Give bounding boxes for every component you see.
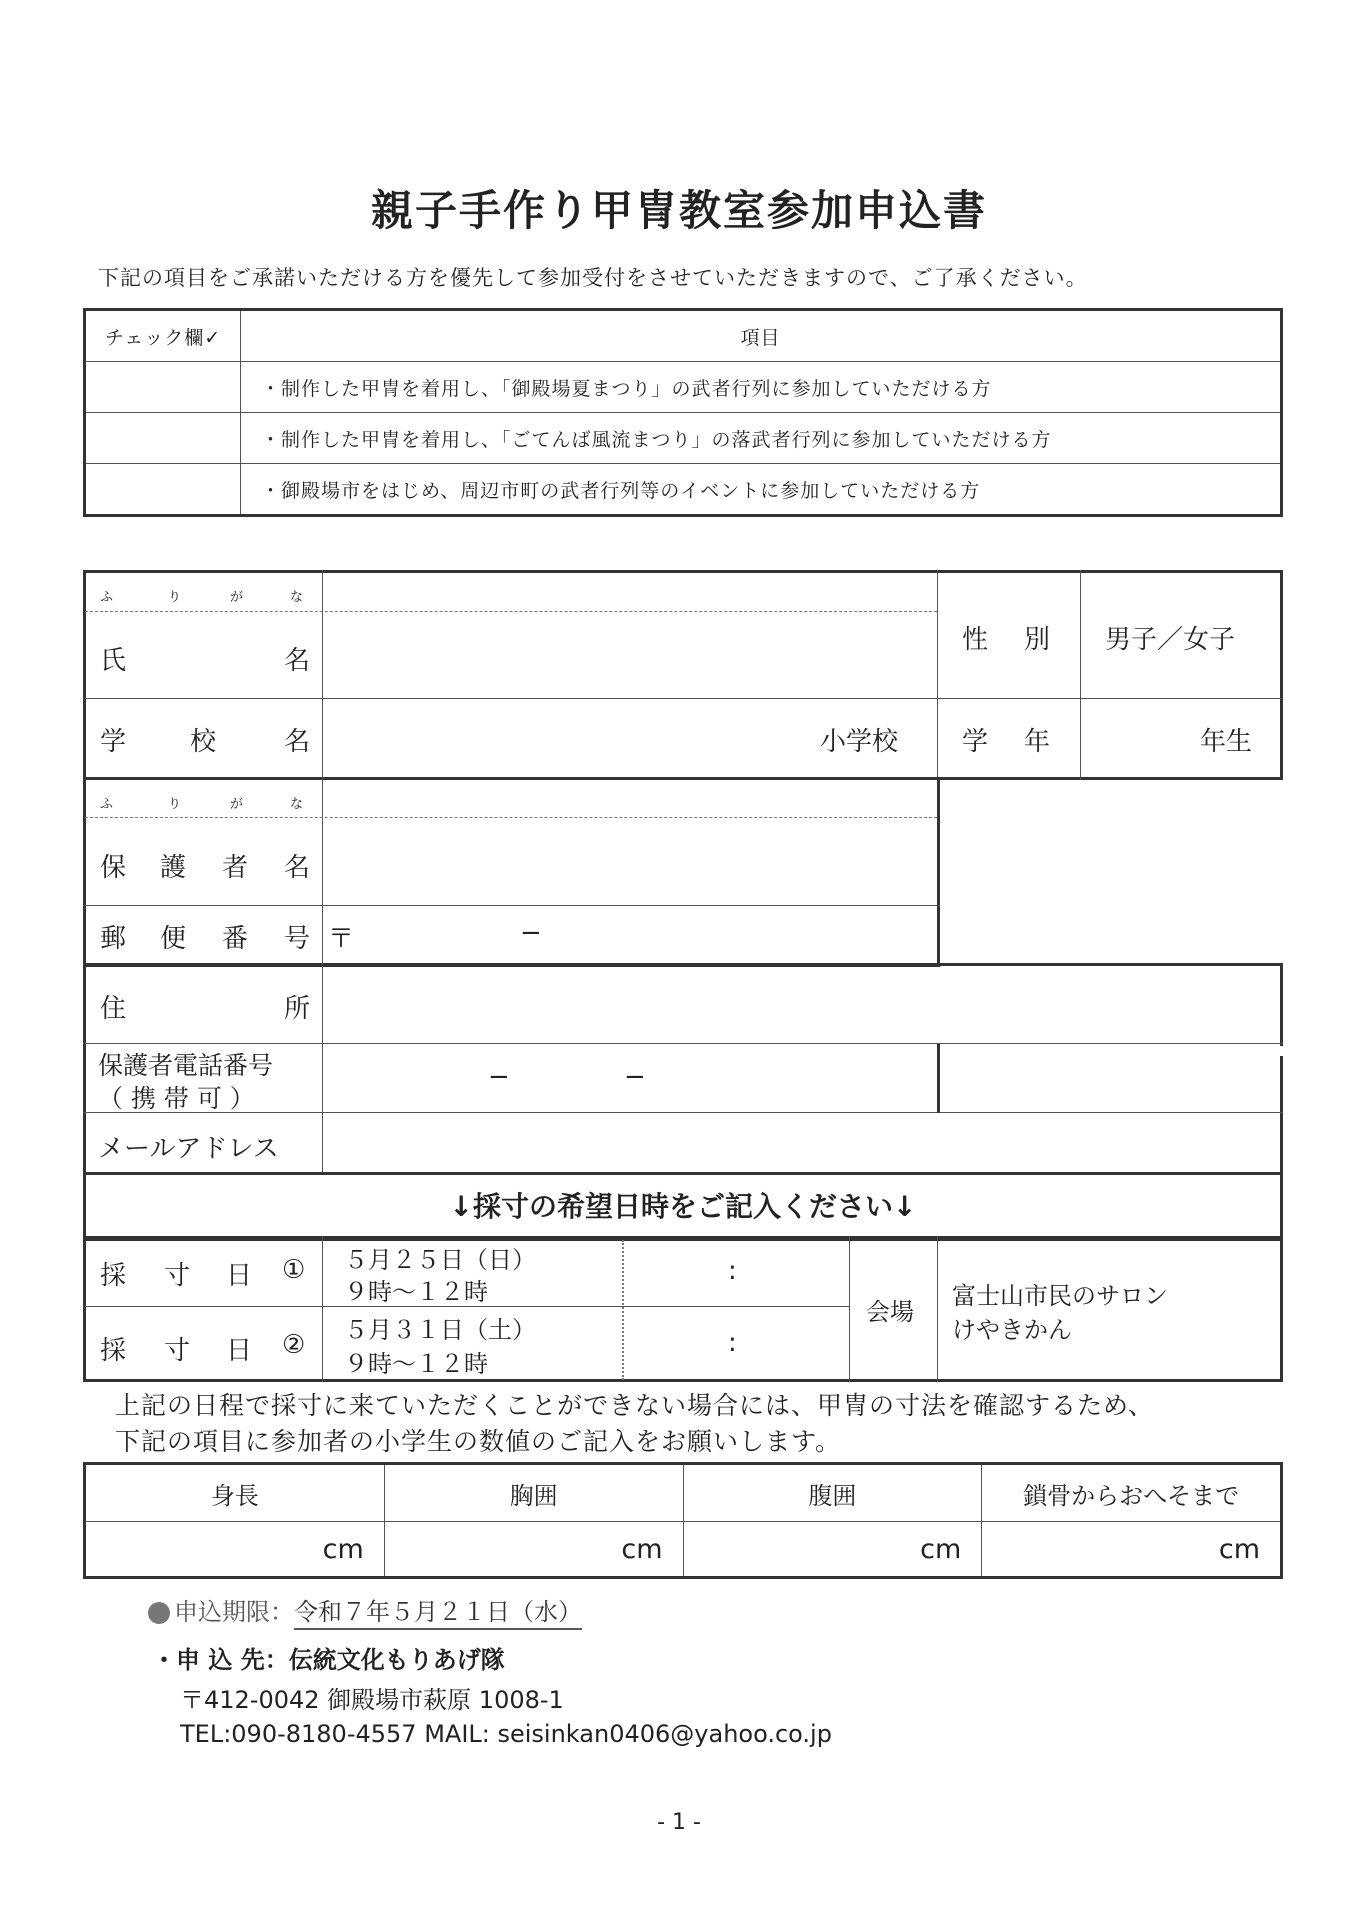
slot-1-label: 日: [226, 1261, 253, 1291]
waist-header: 腹囲: [683, 1464, 982, 1522]
contact-address: 〒412-0042 御殿場市萩原 1008-1: [180, 1686, 564, 1714]
email-label: メールアドレス: [98, 1134, 279, 1164]
deadline-label: 申込期限：: [174, 1598, 294, 1626]
phone-dash-1: −: [488, 1062, 510, 1092]
address-field[interactable]: [326, 967, 1276, 1041]
bullet-icon: [148, 1602, 170, 1624]
email-field[interactable]: [326, 1116, 1276, 1170]
unit-label: cm: [920, 1533, 962, 1565]
guardian-name-field[interactable]: [326, 821, 934, 903]
postal-label: 号: [284, 924, 311, 954]
slot-1-time: ９時～１２時: [344, 1278, 488, 1306]
gender-label: 性: [962, 625, 989, 655]
postal-dash: −: [520, 918, 542, 948]
slot-2-time: ９時～１２時: [344, 1350, 488, 1378]
chest-header: 胸囲: [384, 1464, 683, 1522]
guardian-label: 保: [100, 853, 127, 883]
name-furigana-field[interactable]: [326, 574, 934, 608]
venue-label: 会場: [866, 1298, 914, 1326]
collarbone-input-cell[interactable]: [982, 1522, 1282, 1578]
deadline-value: 令和７年５月２１日（水）: [294, 1598, 582, 1630]
deadline-line: [148, 1592, 582, 1627]
address-label: 住: [100, 994, 127, 1024]
slot-2-label: 日: [226, 1336, 253, 1366]
phone-dash-2: −: [624, 1062, 646, 1092]
postal-label: 番: [222, 924, 249, 954]
checklist-item-3: ・御殿場市をはじめ、周辺市町の武者行列等のイベントに参加していただける方: [241, 464, 1282, 516]
school-label: 学: [100, 727, 127, 757]
slot-1-time-field[interactable]: [628, 1240, 846, 1304]
page-number: - 1 -: [657, 1810, 701, 1835]
height-input-cell[interactable]: [85, 1522, 385, 1578]
waist-input-cell[interactable]: [683, 1522, 982, 1578]
contact-label: ・申 込 先：伝統文化もりあげ隊: [152, 1646, 505, 1674]
unit-label: cm: [1218, 1533, 1260, 1565]
unit-label: cm: [621, 1533, 663, 1565]
furigana-label: ふ: [100, 797, 114, 812]
school-label: 名: [284, 727, 311, 757]
measurement-table: [83, 1462, 1283, 1579]
slot-2-label: 採: [100, 1336, 127, 1366]
postal-mark: 〒: [328, 924, 355, 954]
furigana-label: ふ: [100, 590, 114, 605]
slot-1-number: ①: [282, 1255, 306, 1285]
slot-2-label: 寸: [164, 1336, 191, 1366]
slot-2-time-field[interactable]: [628, 1310, 846, 1378]
school-field[interactable]: [326, 702, 806, 776]
collarbone-header: 鎖骨からおへそまで: [982, 1464, 1282, 1522]
school-label: 校: [190, 727, 217, 757]
school-suffix: 小学校: [820, 727, 899, 757]
grade-suffix: 年生: [1200, 727, 1253, 757]
checklist-item-1: ・制作した甲冑を着用し、「御殿場夏まつり」の武者行列に参加していただける方: [241, 362, 1282, 413]
slot-1-label: 寸: [164, 1261, 191, 1291]
phone-label: 保護者電話番号: [98, 1051, 274, 1080]
slot-2-number: ②: [282, 1330, 306, 1360]
address-label: 所: [284, 994, 311, 1024]
guardian-furigana-field[interactable]: [326, 781, 934, 815]
slot-1-label: 採: [100, 1261, 127, 1291]
guardian-label: 名: [284, 853, 311, 883]
furigana-label: な: [290, 797, 304, 812]
checkbox-cell-2[interactable]: [85, 413, 241, 464]
slot-1-colon: :: [728, 1256, 737, 1286]
gender-options[interactable]: 男子／女子: [1105, 625, 1236, 655]
name-field[interactable]: [326, 614, 934, 696]
height-header: 身長: [85, 1464, 385, 1522]
unit-label: cm: [322, 1533, 364, 1565]
name-label: 名: [284, 646, 311, 676]
slot-2-date: ５月３１日（土）: [344, 1316, 536, 1344]
contact-tel-mail: TEL:090-8180-4557 MAIL: seisinkan0406@yahoo.co.jp: [180, 1720, 832, 1748]
fallback-note-line2: 下記の項目に参加者の小学生の数値のご記入をお願いします。: [115, 1427, 842, 1456]
venue-name-2: けやきかん: [952, 1316, 1072, 1344]
grade-label: 年: [1024, 727, 1051, 757]
venue-name: 富士山市民のサロン: [952, 1282, 1168, 1310]
name-label: 氏: [100, 646, 127, 676]
phone-field[interactable]: [326, 1047, 934, 1109]
slot-2-colon: :: [728, 1328, 737, 1358]
grade-label: 学: [962, 727, 989, 757]
grade-field[interactable]: [1085, 702, 1195, 776]
furigana-label: が: [230, 797, 244, 812]
postal-label: 便: [160, 924, 187, 954]
check-column-header: チェック欄✓: [85, 310, 241, 362]
checkbox-cell-1[interactable]: [85, 362, 241, 413]
postal-code-field[interactable]: [360, 909, 934, 963]
guardian-label: 者: [222, 853, 249, 883]
fallback-note-line1: 上記の日程で採寸に来ていただくことができない場合には、甲冑の寸法を確認するため、: [115, 1391, 1155, 1420]
gender-label: 別: [1024, 625, 1051, 655]
slot-1-date: ５月２５日（日）: [344, 1246, 536, 1274]
furigana-label: な: [290, 590, 304, 605]
checklist-item-2: ・制作した甲冑を着用し、「ごてんば風流まつり」の落武者行列に参加していただける方: [241, 413, 1282, 464]
furigana-label: り: [168, 797, 182, 812]
guardian-label: 護: [160, 853, 187, 883]
consent-checklist: [83, 308, 1283, 517]
checkbox-cell-3[interactable]: [85, 464, 241, 516]
intro-text: 下記の項目をご承諾いただける方を優先して参加受付をさせていただきますので、ご了承ください。: [98, 266, 1088, 290]
furigana-label: り: [168, 590, 182, 605]
postal-label: 郵: [100, 924, 127, 954]
form-title: 親子手作り甲冑教室参加申込書: [370, 186, 987, 235]
item-column-header: 項目: [241, 310, 1282, 362]
furigana-label: が: [230, 590, 244, 605]
chest-input-cell[interactable]: [384, 1522, 683, 1578]
phone-sub-label: （ 携 帯 可 ）: [98, 1084, 255, 1113]
measurement-banner: ↓採寸の希望日時をご記入ください↓: [449, 1190, 917, 1223]
